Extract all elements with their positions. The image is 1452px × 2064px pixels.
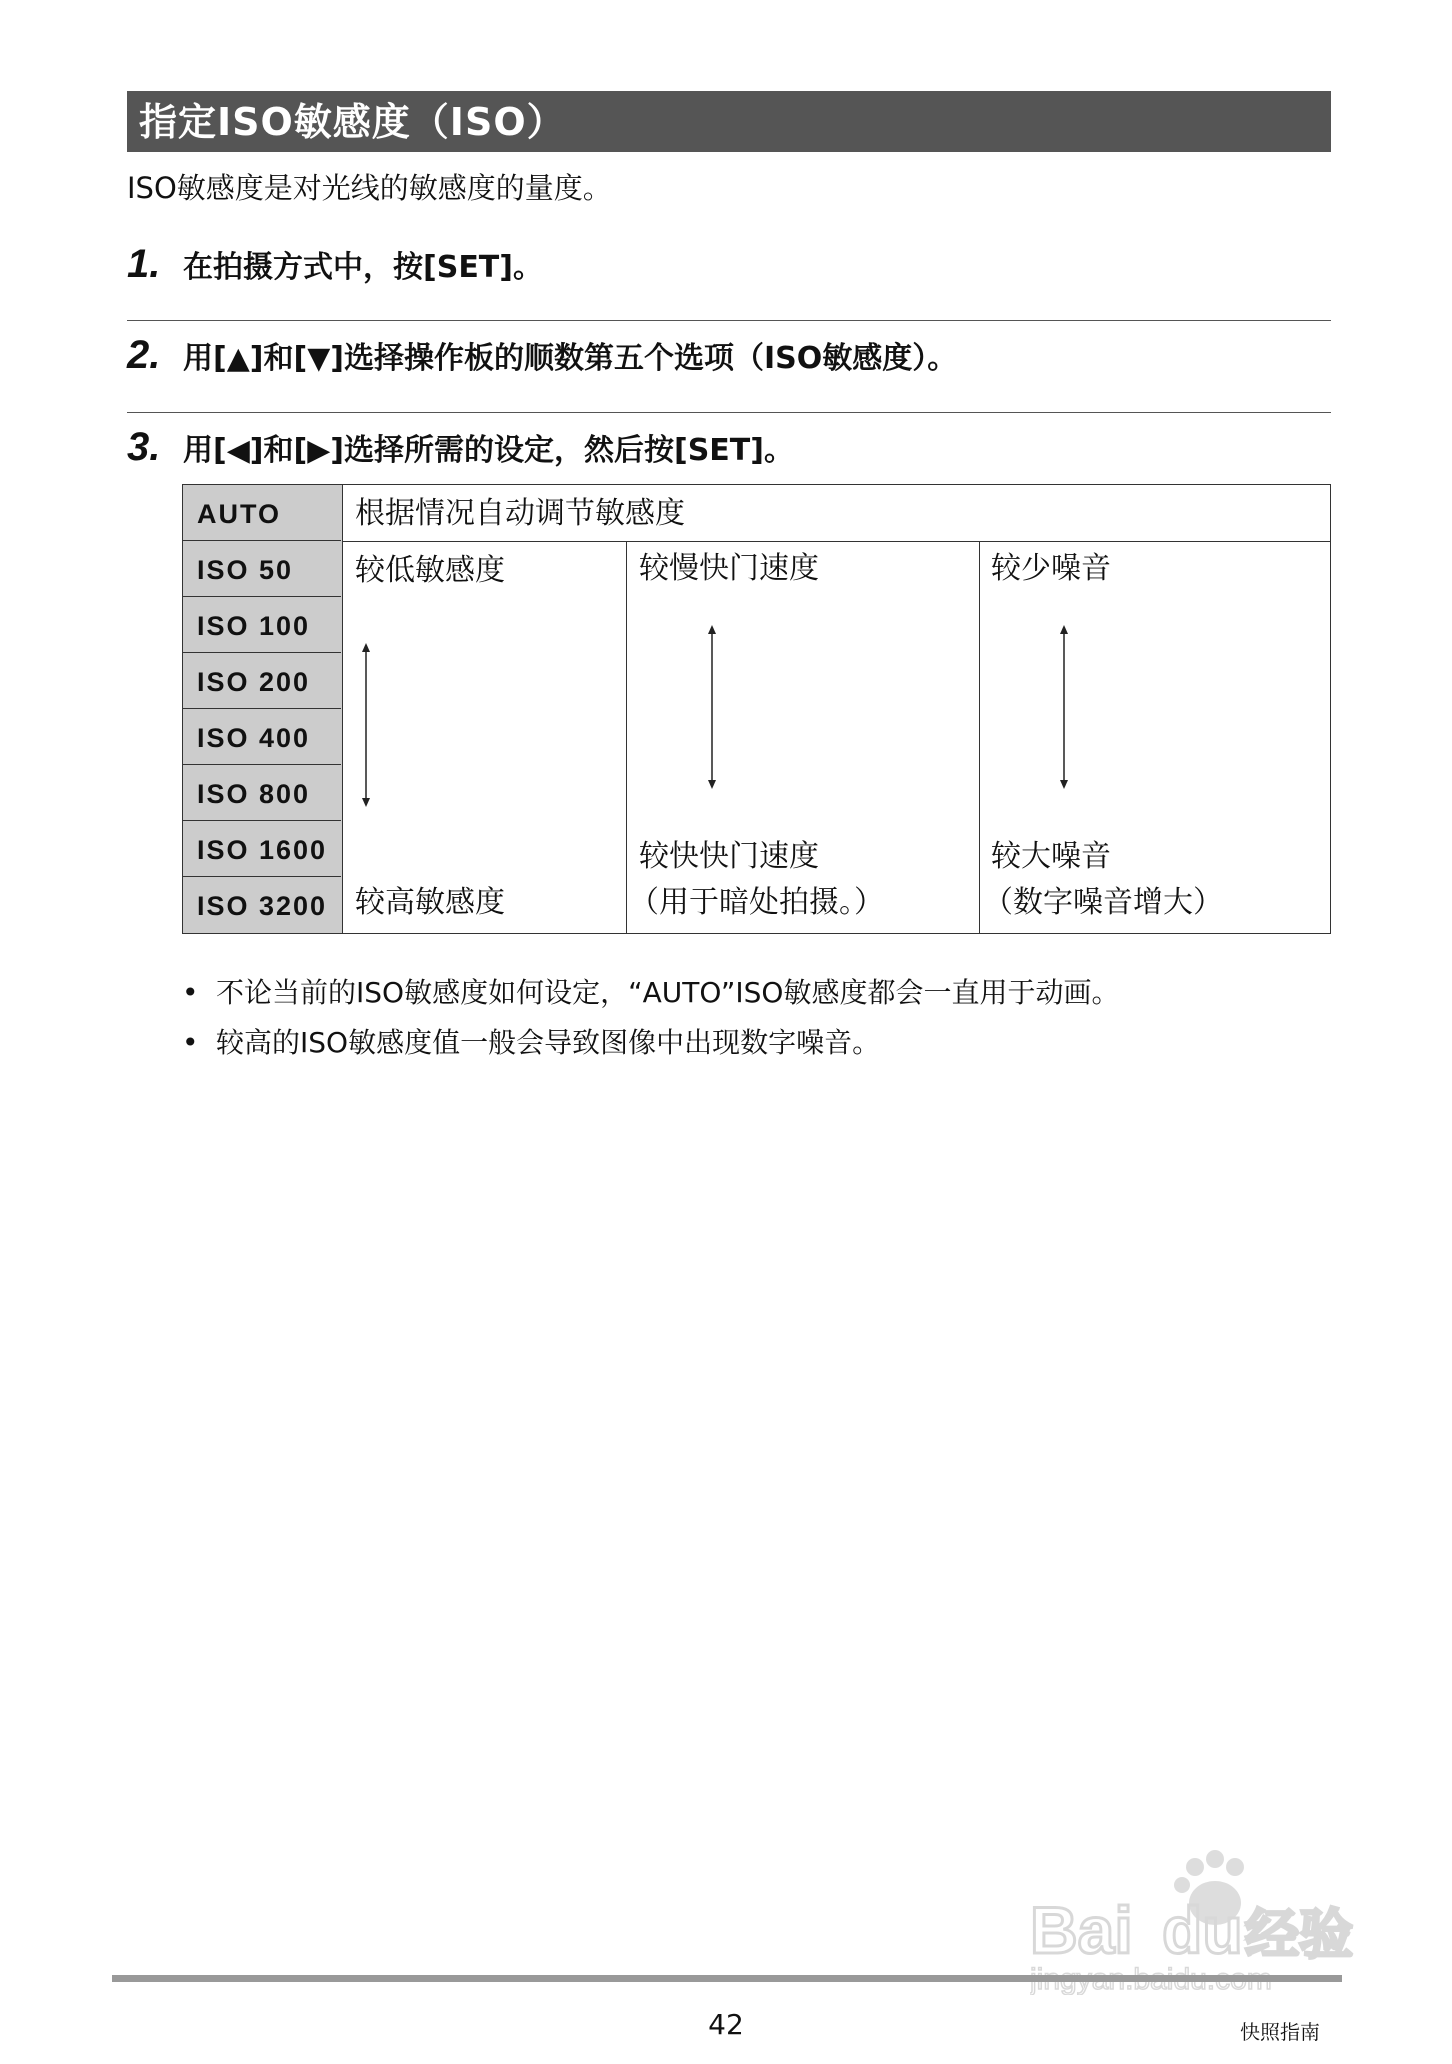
faster-shutter-label: 较快快门速度 — [639, 839, 819, 874]
section-title: 指定ISO敏感度（ISO） — [127, 91, 1331, 152]
double-arrow-icon — [705, 625, 719, 789]
table-divider — [343, 541, 1330, 542]
auto-description: 根据情况自动调节敏感度 — [355, 496, 685, 531]
bullet-icon: • — [182, 976, 199, 1009]
step-1-number: 1. — [127, 242, 161, 286]
baidu-watermark-icon — [1030, 1845, 1360, 1995]
step-1-text: 在拍摄方式中，按[SET]。 — [183, 250, 543, 285]
step-3-text: 用[◀]和[▶]选择所需的设定，然后按[SET]。 — [183, 433, 794, 468]
column-divider — [979, 541, 980, 933]
iso-label-auto: AUTO — [183, 485, 341, 541]
double-arrow-icon — [359, 643, 373, 807]
footer-rule — [112, 1975, 1342, 1982]
divider — [127, 320, 1331, 321]
step-2-number: 2. — [127, 333, 161, 377]
iso-label-400: ISO 400 — [183, 709, 341, 765]
low-sensitivity-label: 较低敏感度 — [355, 553, 505, 588]
divider — [127, 412, 1331, 413]
note-text: 较高的ISO敏感度值一般会导致图像中出现数字噪音。 — [216, 1026, 881, 1059]
column-divider — [626, 541, 627, 933]
intro-text: ISO敏感度是对光线的敏感度的量度。 — [127, 171, 612, 205]
more-noise-label: 较大噪音 — [991, 839, 1111, 874]
guide-name: 快照指南 — [1240, 2020, 1320, 2044]
more-noise-note: （数字噪音增大） — [983, 885, 1223, 920]
iso-label-100: ISO 100 — [183, 597, 341, 653]
iso-label-column — [183, 485, 343, 933]
step-3-number: 3. — [127, 425, 161, 469]
bullet-icon: • — [182, 1026, 199, 1059]
svg-text:du: du — [1162, 1893, 1243, 1967]
svg-text:经验: 经验 — [1245, 1903, 1353, 1966]
note-text: 不论当前的ISO敏感度如何设定，“AUTO”ISO敏感度都会一直用于动画。 — [216, 976, 1120, 1009]
high-sensitivity-label: 较高敏感度 — [355, 885, 505, 920]
notes-list — [182, 968, 1119, 1068]
iso-label-50: ISO 50 — [183, 541, 341, 597]
page-number: 42 — [708, 2008, 744, 2041]
svg-text:Bai: Bai — [1030, 1893, 1133, 1967]
iso-settings-table — [182, 484, 1331, 934]
step-3 — [127, 425, 794, 473]
iso-label-3200: ISO 3200 — [197, 891, 328, 921]
note-item — [182, 1018, 1119, 1068]
step-1 — [127, 242, 543, 290]
iso-label-200: ISO 200 — [183, 653, 341, 709]
double-arrow-icon — [1057, 625, 1071, 789]
step-2 — [127, 333, 957, 381]
slower-shutter-label: 较慢快门速度 — [639, 551, 819, 586]
iso-label-800: ISO 800 — [183, 765, 341, 821]
iso-label-1600: ISO 1600 — [183, 821, 341, 877]
note-item — [182, 968, 1119, 1018]
faster-shutter-note: （用于暗处拍摄。） — [629, 885, 884, 920]
less-noise-label: 较少噪音 — [991, 551, 1111, 586]
step-2-text: 用[▲]和[▼]选择操作板的顺数第五个选项（ISO敏感度）。 — [183, 341, 958, 376]
